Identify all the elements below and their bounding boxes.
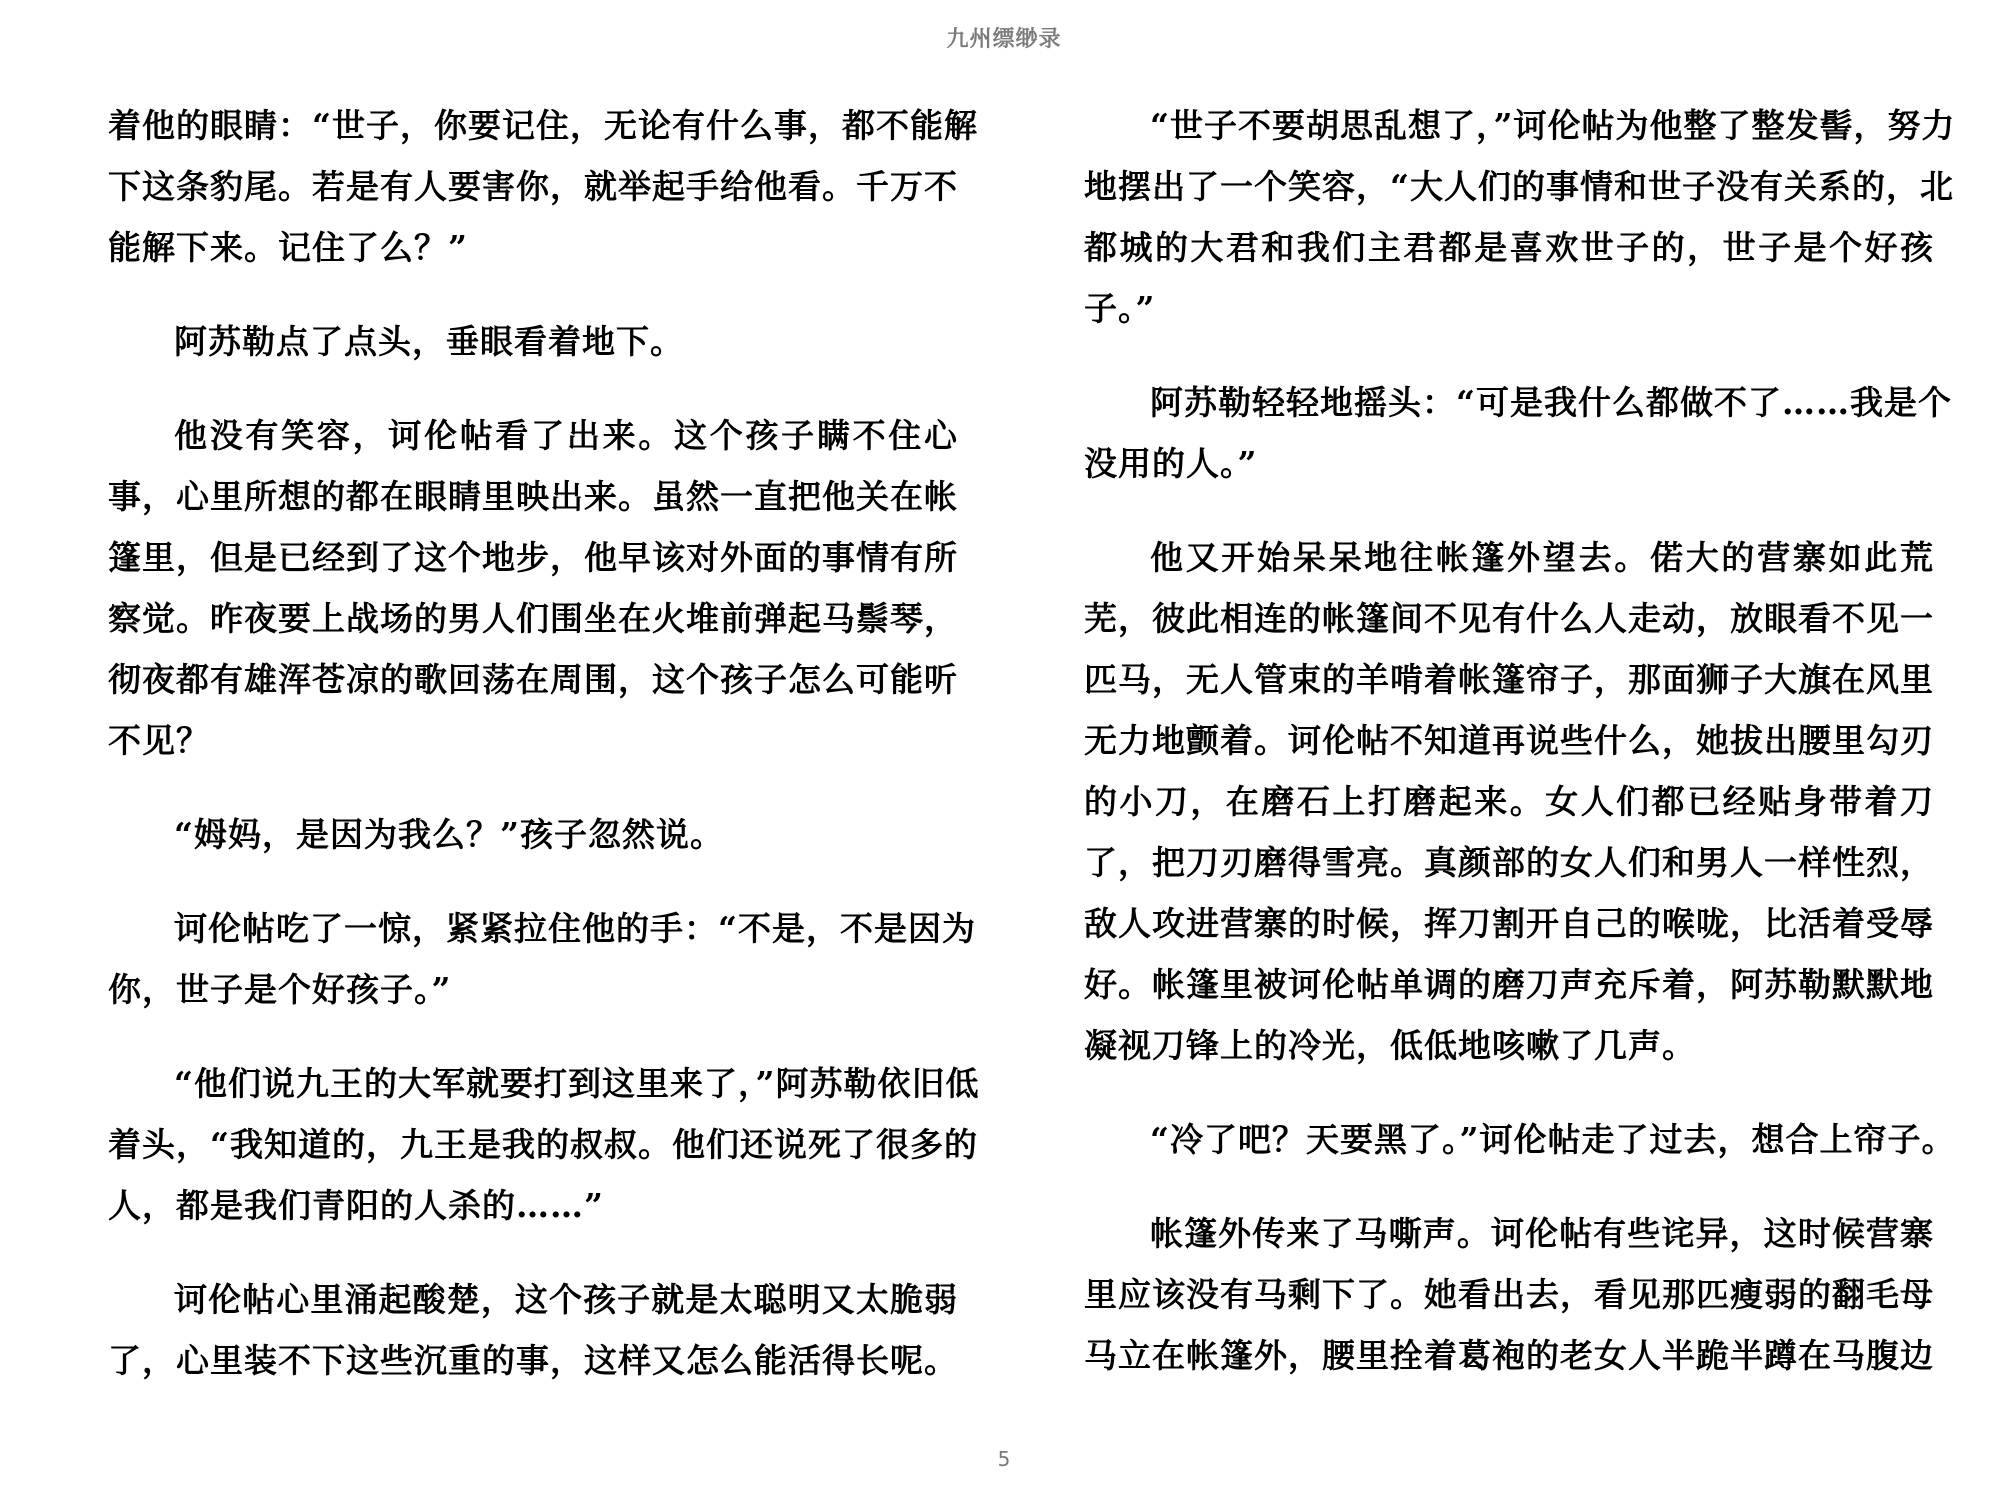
paragraph	[108, 804, 958, 865]
text-line: 下这条豹尾。若是有人要害你，就举起手给他看。千万不	[108, 167, 958, 206]
left-column	[108, 95, 980, 1424]
running-header-book-title: 九州缥缈录	[946, 27, 1062, 52]
text-line: 里应该没有马剩下了。她看出去，看见那匹瘦弱的翻毛母	[1084, 1275, 1934, 1314]
paragraph	[108, 311, 958, 372]
text-line: 察觉。昨夜要上战场的男人们围坐在火堆前弹起马鬃琴，	[108, 599, 958, 638]
text-line: “世子不要胡思乱想了，”诃伦帖为他整了整发髻，努力	[1150, 106, 1956, 145]
text-line: 着头，“我知道的，九王是我的叔叔。他们还说死了很多的	[108, 1125, 978, 1164]
text-line: 没用的人。”	[1084, 444, 1258, 483]
text-line: 凝视刀锋上的冷光，低低地咳嗽了几声。	[1084, 1026, 1696, 1065]
text-line: 了，心里装不下这些沉重的事，这样又怎么能活得长呢。	[108, 1341, 958, 1380]
text-line: 马立在帐篷外，腰里拴着葛袍的老女人半跪半蹲在马腹边	[1084, 1336, 1934, 1375]
text-line: 芜，彼此相连的帐篷间不见有什么人走动，放眼看不见一	[1084, 599, 1934, 638]
text-line: 子。”	[1084, 289, 1156, 328]
text-line: 匹马，无人管束的羊啃着帐篷帘子，那面狮子大旗在风里	[1084, 660, 1934, 699]
text-line: “他们说九王的大军就要打到这里来了，”阿苏勒依旧低	[174, 1064, 980, 1103]
paragraph	[1084, 527, 1934, 1076]
text-line: 阿苏勒点了点头，垂眼看着地下。	[174, 322, 684, 361]
paragraph	[108, 95, 978, 278]
text-line: 敌人攻进营寨的时候，挥刀割开自己的喉咙，比活着受辱	[1084, 904, 1934, 943]
text-line: 着他的眼睛：“世子，你要记住，无论有什么事，都不能解	[108, 106, 978, 145]
text-line: 阿苏勒轻轻地摇头：“可是我什么都做不了……我是个	[1150, 383, 1952, 422]
text-line: 好。帐篷里被诃伦帖单调的磨刀声充斥着，阿苏勒默默地	[1084, 965, 1934, 1004]
text-line: 诃伦帖吃了一惊，紧紧拉住他的手：“不是，不是因为	[174, 909, 976, 948]
text-line: 都城的大君和我们主君都是喜欢世子的，世子是个好孩	[1084, 228, 1934, 267]
text-line: “姆妈，是因为我么？”孩子忽然说。	[174, 815, 724, 854]
paragraph	[1084, 372, 1952, 494]
text-line: 无力地颤着。诃伦帖不知道再说些什么，她拔出腰里勾刃	[1084, 721, 1934, 760]
paragraph	[108, 1053, 980, 1236]
text-line: 篷里，但是已经到了这个地步，他早该对外面的事情有所	[108, 538, 958, 577]
text-line: 帐篷外传来了马嘶声。诃伦帖有些诧异，这时候营寨	[1150, 1214, 1934, 1253]
right-column	[1084, 95, 1956, 1419]
paragraph	[1084, 1203, 1934, 1386]
text-line: 人，都是我们青阳的人杀的……”	[108, 1186, 604, 1225]
text-line: “冷了吧？天要黑了。”诃伦帖走了过去，想合上帘子。	[1150, 1120, 1956, 1159]
text-line: 事，心里所想的都在眼睛里映出来。虽然一直把他关在帐	[108, 477, 958, 516]
text-line: 彻夜都有雄浑苍凉的歌回荡在周围，这个孩子怎么可能听	[108, 660, 958, 699]
text-line: 能解下来。记住了么？”	[108, 228, 468, 267]
page-number: 5	[997, 1447, 1011, 1471]
text-line: 他没有笑容，诃伦帖看了出来。这个孩子瞒不住心	[174, 416, 958, 455]
text-line: 诃伦帖心里涌起酸楚，这个孩子就是太聪明又太脆弱	[174, 1280, 958, 1319]
text-line: 不见？	[108, 721, 210, 760]
paragraph	[108, 898, 976, 1020]
text-line: 了，把刀刃磨得雪亮。真颜部的女人们和男人一样性烈，	[1084, 843, 1934, 882]
paragraph	[108, 405, 958, 771]
text-line: 地摆出了一个笑容，“大人们的事情和世子没有关系的，北	[1084, 167, 1954, 206]
text-line: 的小刀，在磨石上打磨起来。女人们都已经贴身带着刀	[1084, 782, 1934, 821]
text-line: 他又开始呆呆地往帐篷外望去。偌大的营寨如此荒	[1150, 538, 1934, 577]
text-line: 你，世子是个好孩子。”	[108, 970, 452, 1009]
paragraph	[108, 1269, 958, 1391]
paragraph	[1084, 95, 1956, 339]
paragraph	[1084, 1109, 1956, 1170]
